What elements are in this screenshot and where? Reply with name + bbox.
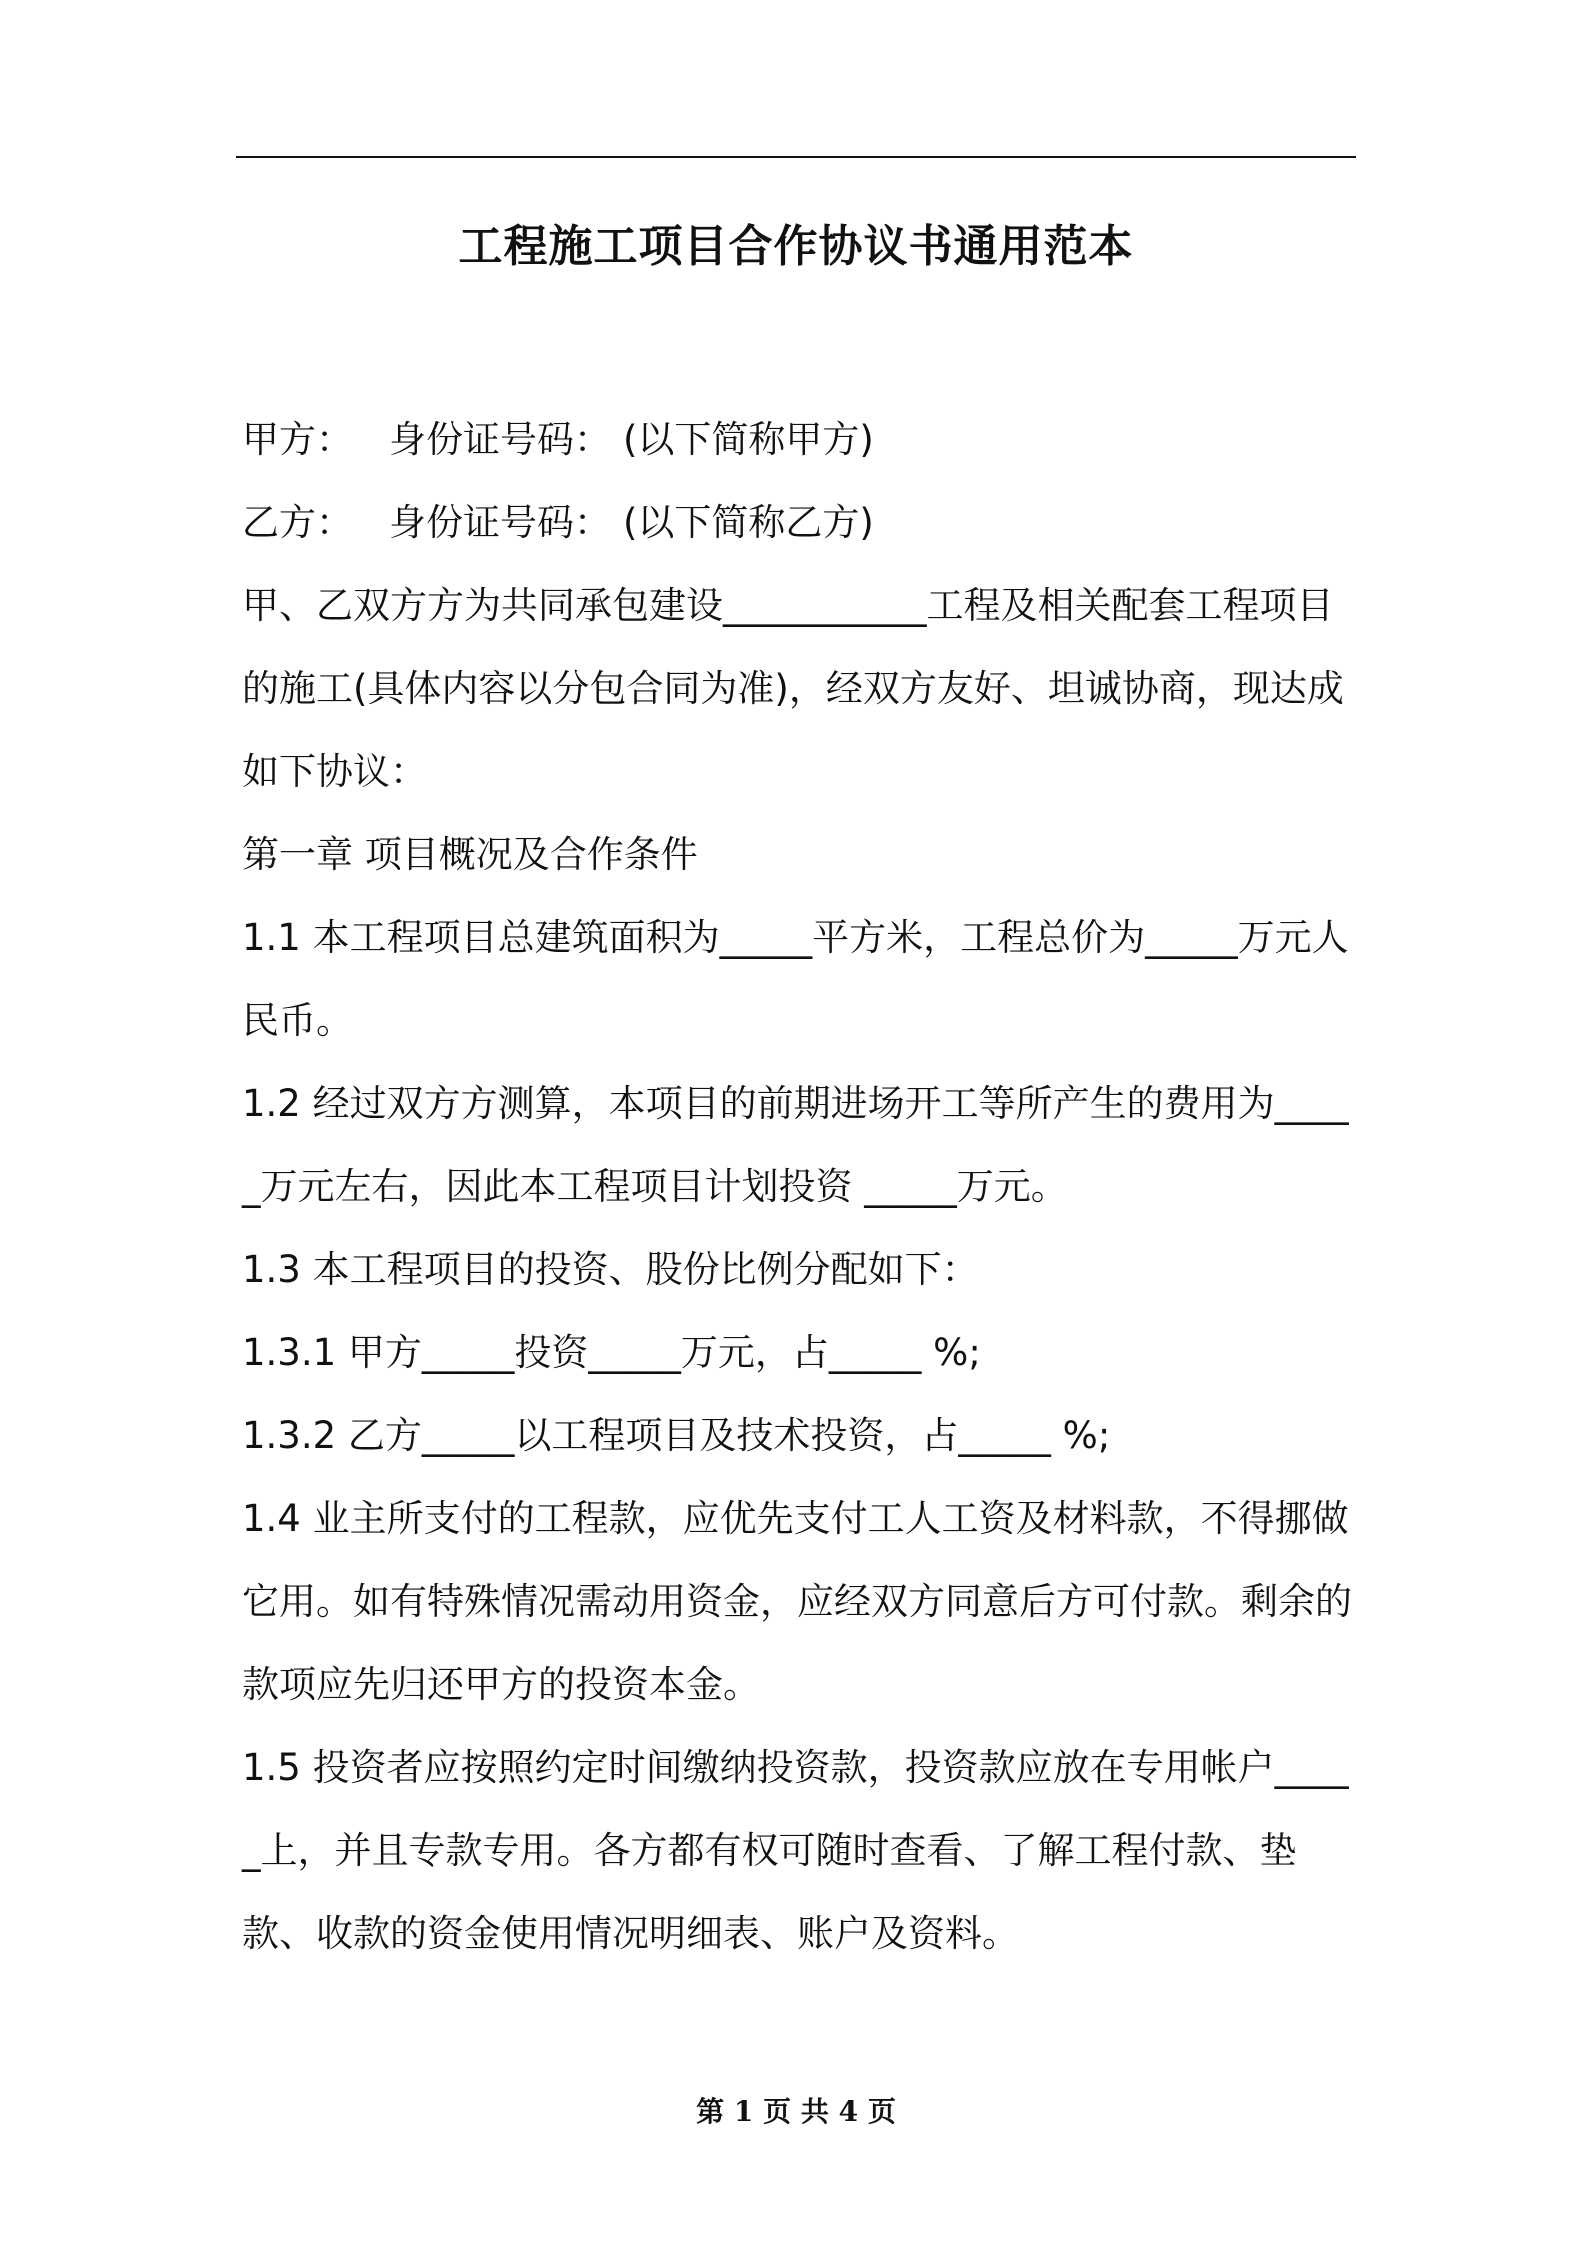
party-b-id-label: 身份证号码： <box>389 501 611 544</box>
party-a-label: 甲方： <box>242 418 353 461</box>
clause-1-4: 1.4 业主所支付的工程款，应优先支付工人工资及材料款，不得挪做它用。如有特殊情况需动用资金，应经双方同意后方可付款。剩余的款项应先归还甲方的投资本金。 <box>242 1497 1352 1706</box>
chapter-heading: 第一章 项目概况及合作条件 <box>242 833 698 876</box>
party-a-id-label: 身份证号码： <box>389 418 611 461</box>
clause-1-3: 1.3 本工程项目的投资、股份比例分配如下： <box>242 1248 979 1291</box>
party-b-alias: (以下简称乙方) <box>623 501 874 544</box>
clause-1-2: 1.2 经过双方方测算，本项目的前期进场开工等所产生的费用为_____万元左右，因此本工程项目计划投资 _____万元。 <box>242 1082 1349 1208</box>
document-body <box>242 398 1356 1975</box>
party-a-line <box>242 398 1356 481</box>
document-title: 工程施工项目合作协议书通用范本 <box>458 221 1134 272</box>
clause-1-3-2: 1.3.2 乙方_____以工程项目及技术投资，占_____ %; <box>242 1414 1111 1457</box>
party-b-label: 乙方： <box>242 501 353 544</box>
party-a-alias: (以下简称甲方) <box>623 418 874 461</box>
clause-1-1: 1.1 本工程项目总建筑面积为_____平方米，工程总价为_____万元人民币。 <box>242 916 1349 1042</box>
party-b-line <box>242 481 1356 564</box>
clause-1-3-1: 1.3.1 甲方_____投资_____万元，占_____ %; <box>242 1331 981 1374</box>
preamble-paragraph: 甲、乙双方方为共同承包建设___________工程及相关配套工程项目的施工(具体内容以分包合同为准)，经双方友好、坦诚协商，现达成如下协议： <box>242 584 1344 793</box>
clause-1-5: 1.5 投资者应按照约定时间缴纳投资款，投资款应放在专用帐户_____上，并且专款专用。各方都有权可随时查看、了解工程付款、垫款、收款的资金使用情况明细表、账户及资料。 <box>242 1746 1349 1955</box>
header-rule <box>236 156 1356 158</box>
page-number-footer: 第 1 页 共 4 页 <box>696 2095 896 2128</box>
